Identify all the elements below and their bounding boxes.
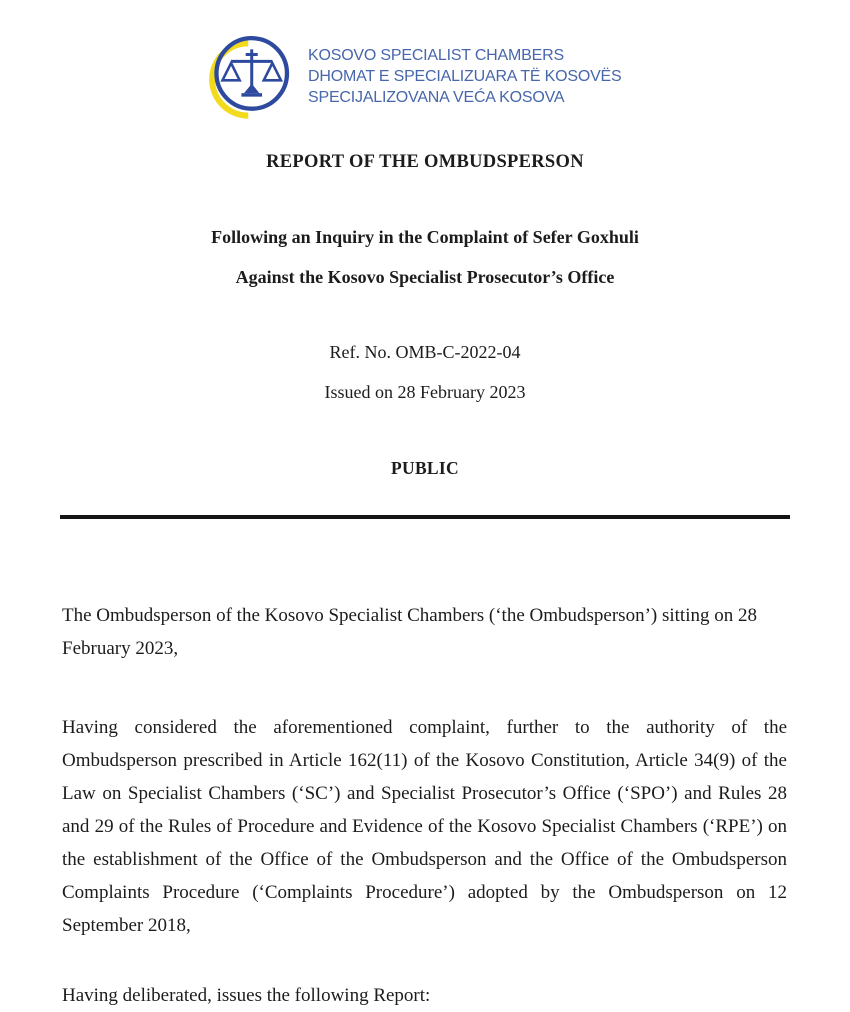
logo-org-line-sr: SPECIJALIZOVANA VEĆA KOSOVA	[308, 88, 565, 106]
subtitle-line-2: Against the Kosovo Specialist Prosecutor’s Office	[235, 267, 615, 287]
paragraph-authority: Having considered the aforementioned complaint, further to the authority of the Ombudsperson prescribed in Article 162(11) of the Kosovo Constitution, Article 34(9) of the Law on Specialist Chambers (‘SC’) and Specialist Prosecutor’s Office (‘SPO’) and Rules 28 and 29 of the Rules of Procedure and Evidence of the Kosovo Specialist Chambers (‘RPE’) on the establishment of the Office of the Ombudsperson and the Office of the Ombudsperson Complaints Procedure (‘Complaints Procedure’) adopted by the Ombudsperson on 12 September 2018,	[62, 717, 787, 936]
divider-rule	[60, 515, 790, 519]
logo-org-line-en: KOSOVO SPECIALIST CHAMBERS	[308, 46, 564, 64]
issue-date: Issued on 28 February 2023	[324, 382, 526, 402]
reference-number: Ref. No. OMB-C-2022-04	[329, 342, 521, 362]
report-title: REPORT OF THE OMBUDSPERSON	[266, 152, 584, 172]
ksc-logo	[0, 0, 850, 119]
logo-org-names	[308, 45, 622, 108]
subtitle-line-1: Following an Inquiry in the Complaint of Sefer Goxhuli	[211, 227, 639, 247]
classification-label: PUBLIC	[391, 458, 459, 478]
paragraph-preamble: The Ombudsperson of the Kosovo Specialist Chambers (‘the Ombudsperson’) sitting on 28 February 2023,	[62, 605, 757, 659]
paragraph-deliberation: Having deliberated, issues the following Report:	[62, 985, 431, 1006]
scales-of-justice-icon	[207, 33, 293, 119]
logo-org-line-sq: DHOMAT E SPECIALIZUARA TË KOSOVËS	[308, 67, 622, 85]
